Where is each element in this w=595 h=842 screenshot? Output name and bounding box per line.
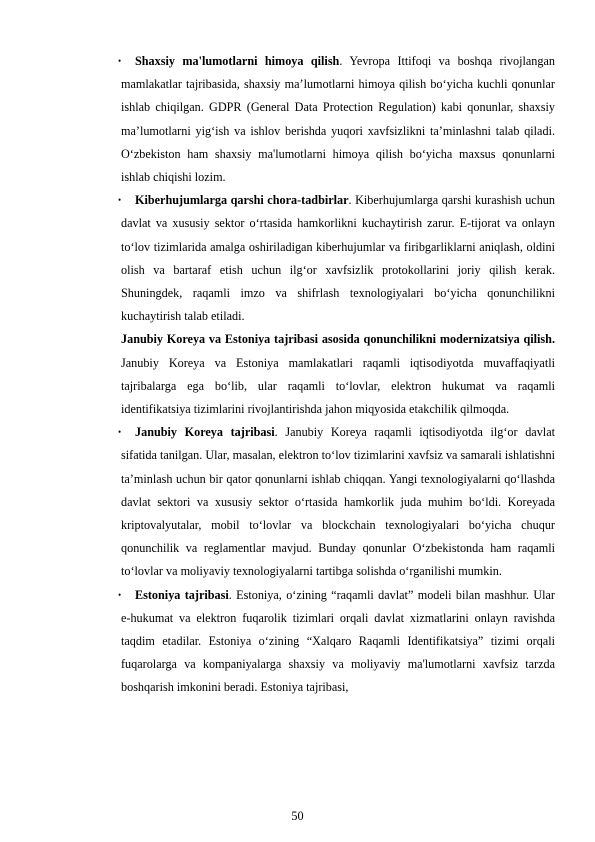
page-number: 50 [291,809,304,823]
page-body [118,50,555,700]
bullet-paragraph-estonia [118,584,555,700]
bullet-icon: • [118,56,122,66]
bullet-title: Shaxsiy ma'lumotlarni himoya qilish [135,54,340,68]
bullet-title: Janubiy Koreya tajribasi [135,425,275,440]
section-text: Janubiy Koreya va Estoniya mamlakatlari raqamli iqtisodiyotda muvaffaqiyatli tajribalarga ega bo‘lib, ular raqamli to‘lovlar, elektron hukumat va raqamli identifikatsiya tizimlarini rivojlantirishda jahon miqyosida etakchilik qilmoqda. [121,355,555,417]
bullet-title: Estoniya tajribasi [135,587,229,602]
bullet-paragraph-south-korea [118,421,555,583]
bullet-title: Kiberhujumlarga qarshi chora-tadbirlar [135,193,349,208]
bullet-icon: • [118,427,122,438]
bullet-icon: • [118,195,122,206]
bullet-text: . Kiberhujumlarga qarshi kurashish uchun davlat va xususiy sektor o‘rtasida hamkorlikni kuchaytirish zarur. E-tijorat va onlayn to‘lov tizimlarida amalga oshiriladigan kiberhujumlar va firibgarliklarni aniqlash, oldini olish va bartaraf etish uchun ilg‘or xavfsizlik protokollarini joriy qilish kerak. Shuningdek, raqamli imzo va shifrlash texnologiyalari bo‘yicha qonunchilikni kuchaytirish talab etiladi. [121,193,555,324]
section-paragraph-modernization [121,328,555,421]
bullet-icon: • [118,589,122,600]
bullet-paragraph-cyberattacks [118,189,555,328]
bullet-text: . Yevropa Ittifoqi va boshqa rivojlangan mamlakatlar tajribasida, shaxsiy ma’lumotlarni himoya qilish bo‘yicha kuchli qonunlar ishlab chiqilgan. GDPR (General Data Protection Regulation) kabi qonunlar, shaxsiy ma’lumotlarni yig‘ish va ishlov berishda yuqori xavfsizlikni ta’minlashni talab qiladi. O‘zbekiston ham shaxsiy ma'lumotlarni himoya qilish bo‘yicha maxsus qonunlarni ishlab chiqishi lozim. [121,54,555,185]
bullet-paragraph-personal-data [118,50,555,189]
section-heading: Janubiy Koreya va Estoniya tajribasi asosida qonunchilikni modernizatsiya qilish. [121,332,555,347]
bullet-text: . Estoniya, o‘zining “raqamli davlat” modeli bilan mashhur. Ular e-hukumat va elektron fuqarolik tizimlari orqali davlat xizmatlarini onlayn ravishda taqdim etadilar. Estoniya o‘zining “Xalqaro Raqamli Identifikatsiya” tizimi orqali fuqarolarga va kompaniyalarga shaxsiy va moliyaviy ma'lumotlarni xavfsiz tarzda boshqarish imkonini beradi. Estoniya tajribasi, [121,587,555,695]
bullet-text: . Janubiy Koreya raqamli iqtisodiyotda ilg‘or davlat sifatida tanilgan. Ular, masalan, elektron to‘lov tizimlarini xavfsiz va samarali ishlatishni ta’minlash uchun bir qator qonunlarni ishlab chiqqan. Yangi texnologiyalarni qo‘llashda davlat sektori va xususiy sektor o‘rtasida hamkorlik juda muhim bo‘ldi. Koreyada kriptovalyutalar, mobil to‘lovlar va blockchain texnologiyalari bo‘yicha chuqur qonunchilik va reglamentlar mavjud. Bunday qonunlar O‘zbekistonda ham raqamli to‘lovlar va moliyaviy texnologiyalarni tartibga solishda o‘rganilishi mumkin. [121,425,555,579]
